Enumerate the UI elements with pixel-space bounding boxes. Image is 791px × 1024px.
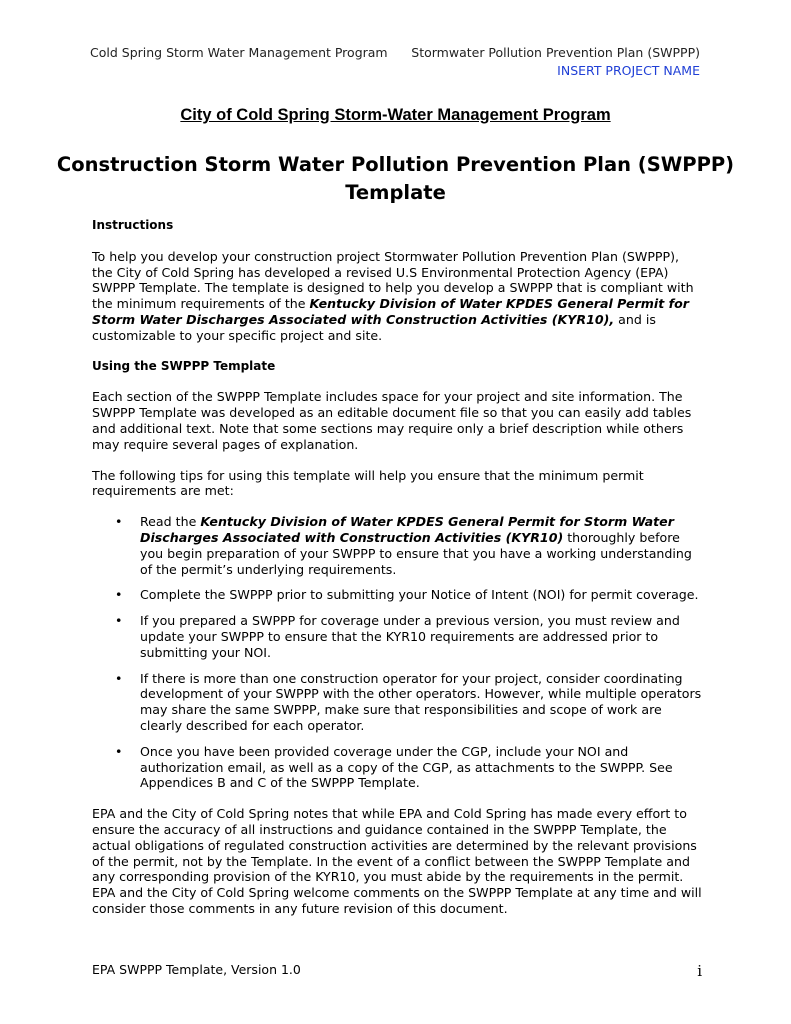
tip-2-text: Complete the SWPPP prior to submitting your Notice of Intent (NOI) for permit coverage.: [140, 587, 699, 603]
bullet-icon: •: [115, 587, 123, 603]
tip-1-text-1: Read the: [140, 514, 201, 530]
instructions-text-1: To help you develop your construction project Stormwater Pollution Prevention Plan (SWPPP), the City of Cold Spring has developed a revised U.S Environmental Protection Agency (EPA) SWPPP Template. The template is designed to help you develop a SWPPP that is compliant with the minimum requirements of the: [92, 248, 694, 312]
footer-version: EPA SWPPP Template, Version 1.0: [92, 962, 301, 977]
document-title: [0, 151, 791, 207]
tip-1-permit-name: Kentucky Division of Water KPDES General Permit for Storm Water Discharges Associated with Construction Activities (KYR10): [140, 514, 674, 545]
tip-1-text-2: thoroughly before you begin preparation of your SWPPP to ensure that you have a working understanding of the permit’s underlying requirements.: [140, 529, 692, 577]
tip-3-text: If you prepared a SWPPP for coverage under a previous version, you must review and update your SWPPP to ensure that the KYR10 requirements are addressed prior to submitting your NOI.: [140, 613, 680, 660]
header-project-name: INSERT PROJECT NAME: [557, 63, 700, 78]
page-footer: [92, 962, 702, 980]
instructions-permit-name: Kentucky Division of Water KPDES General Permit for Storm Water Discharges Associated with Construction Activities (KYR10),: [92, 296, 689, 327]
list-item: [92, 613, 702, 660]
bullet-icon: •: [115, 670, 123, 686]
instructions-paragraph: [92, 249, 702, 344]
page-number: i: [697, 962, 702, 980]
bullet-icon: •: [115, 613, 123, 629]
list-item: [92, 514, 702, 577]
page-header: [90, 45, 700, 78]
document-body: [92, 218, 702, 932]
disclaimer-paragraph: EPA and the City of Cold Spring notes that while EPA and Cold Spring has made every effort to ensure the accuracy of all instructions and guidance contained in the SWPPP Template, the actual obligations of regulated construction activities are determined by the relevant provisions of the permit, not by the Template. In the event of a conflict between the SWPPP Template and any corresponding provision of the KYR10, you must abide by the requirements in the permit. EPA and the City of Cold Spring welcome comments on the SWPPP Template at any time and will consider those comments in any future revision of this document.: [92, 806, 702, 916]
tip-5-text: Once you have been provided coverage under the CGP, include your NOI and authorization email, as well as a copy of the CGP, as attachments to the SWPPP. See Appendices B and C of the SWPPP Template.: [140, 743, 673, 791]
tips-list: [92, 514, 702, 791]
org-title: City of Cold Spring Storm-Water Management Program: [180, 106, 611, 124]
list-item: [92, 744, 702, 791]
bullet-icon: •: [115, 514, 123, 530]
using-template-heading: Using the SWPPP Template: [92, 358, 276, 373]
instructions-heading: Instructions: [92, 218, 174, 232]
list-item: [92, 587, 702, 603]
using-paragraph-2: The following tips for using this template will help you ensure that the minimum permit requirements are met:: [92, 467, 644, 499]
instructions-text-2: and is customizable to your specific project and site.: [92, 311, 656, 343]
header-row: [90, 45, 700, 60]
header-plan-name: Stormwater Pollution Prevention Plan (SWPPP): [411, 45, 700, 60]
document-title-line-1: Construction Storm Water Pollution Prevention Plan (SWPPP): [56, 153, 735, 176]
header-program-name: Cold Spring Storm Water Management Program: [90, 45, 388, 60]
tip-4-text: If there is more than one construction operator for your project, consider coordinating development of your SWPPP with the other operators. However, while multiple operators may share the same SWPPP, make sure that responsibilities and scope of work are clearly described for each operator.: [140, 670, 702, 733]
bullet-icon: •: [115, 743, 123, 759]
document-title-line-2: Template: [345, 181, 446, 204]
list-item: [92, 671, 702, 734]
using-paragraph-1: Each section of the SWPPP Template includes space for your project and site information. The SWPPP Template was developed as an editable document file so that you can easily add tables and additional text. Note that some sections may require only a brief description while others may require several pages of explanation.: [92, 389, 692, 452]
